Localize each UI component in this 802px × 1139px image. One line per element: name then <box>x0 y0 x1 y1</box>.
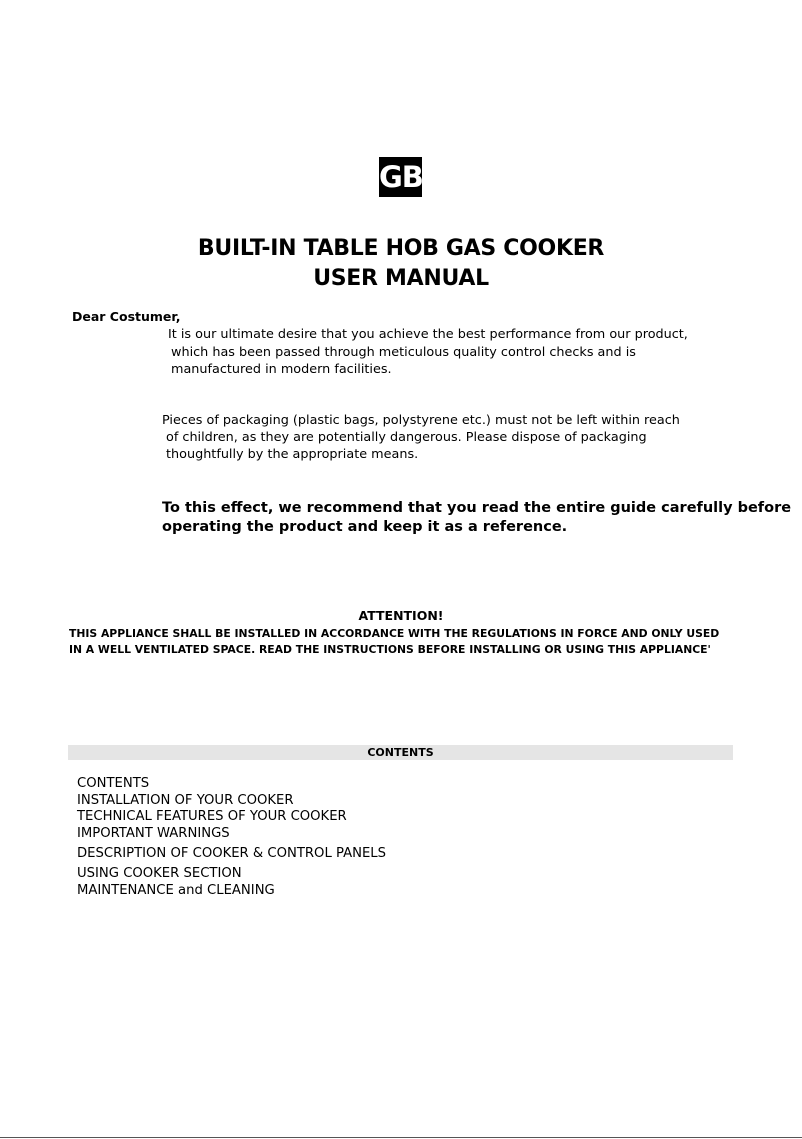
toc-item-maintenance[interactable]: MAINTENANCE and CLEANING <box>77 883 275 898</box>
attention-text-line: THIS APPLIANCE SHALL BE INSTALLED IN ACCORDANCE WITH THE REGULATIONS IN FORCE AND ONLY USED <box>69 627 720 640</box>
contents-header: CONTENTS <box>68 745 733 760</box>
packaging-warning-line: Pieces of packaging (plastic bags, polystyrene etc.) must not be left within reach <box>162 413 680 428</box>
toc-item-technical-features[interactable]: TECHNICAL FEATURES OF YOUR COOKER <box>77 809 347 824</box>
intro-paragraph-line: It is our ultimate desire that you achieve the best performance from our product, <box>168 327 688 342</box>
toc-item-installation[interactable]: INSTALLATION OF YOUR COOKER <box>77 793 294 808</box>
toc-item-important-warnings[interactable]: IMPORTANT WARNINGS <box>77 826 230 841</box>
language-badge: GB <box>379 157 422 197</box>
packaging-warning-line: of children, as they are potentially dangerous. Please dispose of packaging <box>166 430 647 445</box>
recommendation-line: To this effect, we recommend that you read the entire guide carefully before <box>162 500 792 516</box>
recommendation-line: operating the product and keep it as a reference. <box>162 519 568 535</box>
attention-text-line: IN A WELL VENTILATED SPACE. READ THE INSTRUCTIONS BEFORE INSTALLING OR USING THIS APPLIANCE' <box>69 643 711 656</box>
attention-heading: ATTENTION! <box>358 608 444 623</box>
toc-item-using-cooker[interactable]: USING COOKER SECTION <box>77 866 242 881</box>
toc-item-contents[interactable]: CONTENTS <box>77 776 150 791</box>
toc-item-description[interactable]: DESCRIPTION OF COOKER & CONTROL PANELS <box>77 846 387 861</box>
packaging-warning-line: thoughtfully by the appropriate means. <box>166 447 419 462</box>
intro-paragraph-line: which has been passed through meticulous quality control checks and is <box>171 345 636 360</box>
document-subtitle: USER MANUAL <box>313 266 489 291</box>
document-title: BUILT-IN TABLE HOB GAS COOKER <box>197 236 605 261</box>
greeting: Dear Costumer, <box>72 309 181 324</box>
intro-paragraph-line: manufactured in modern facilities. <box>171 362 392 377</box>
page-bottom-rule <box>0 1137 802 1138</box>
